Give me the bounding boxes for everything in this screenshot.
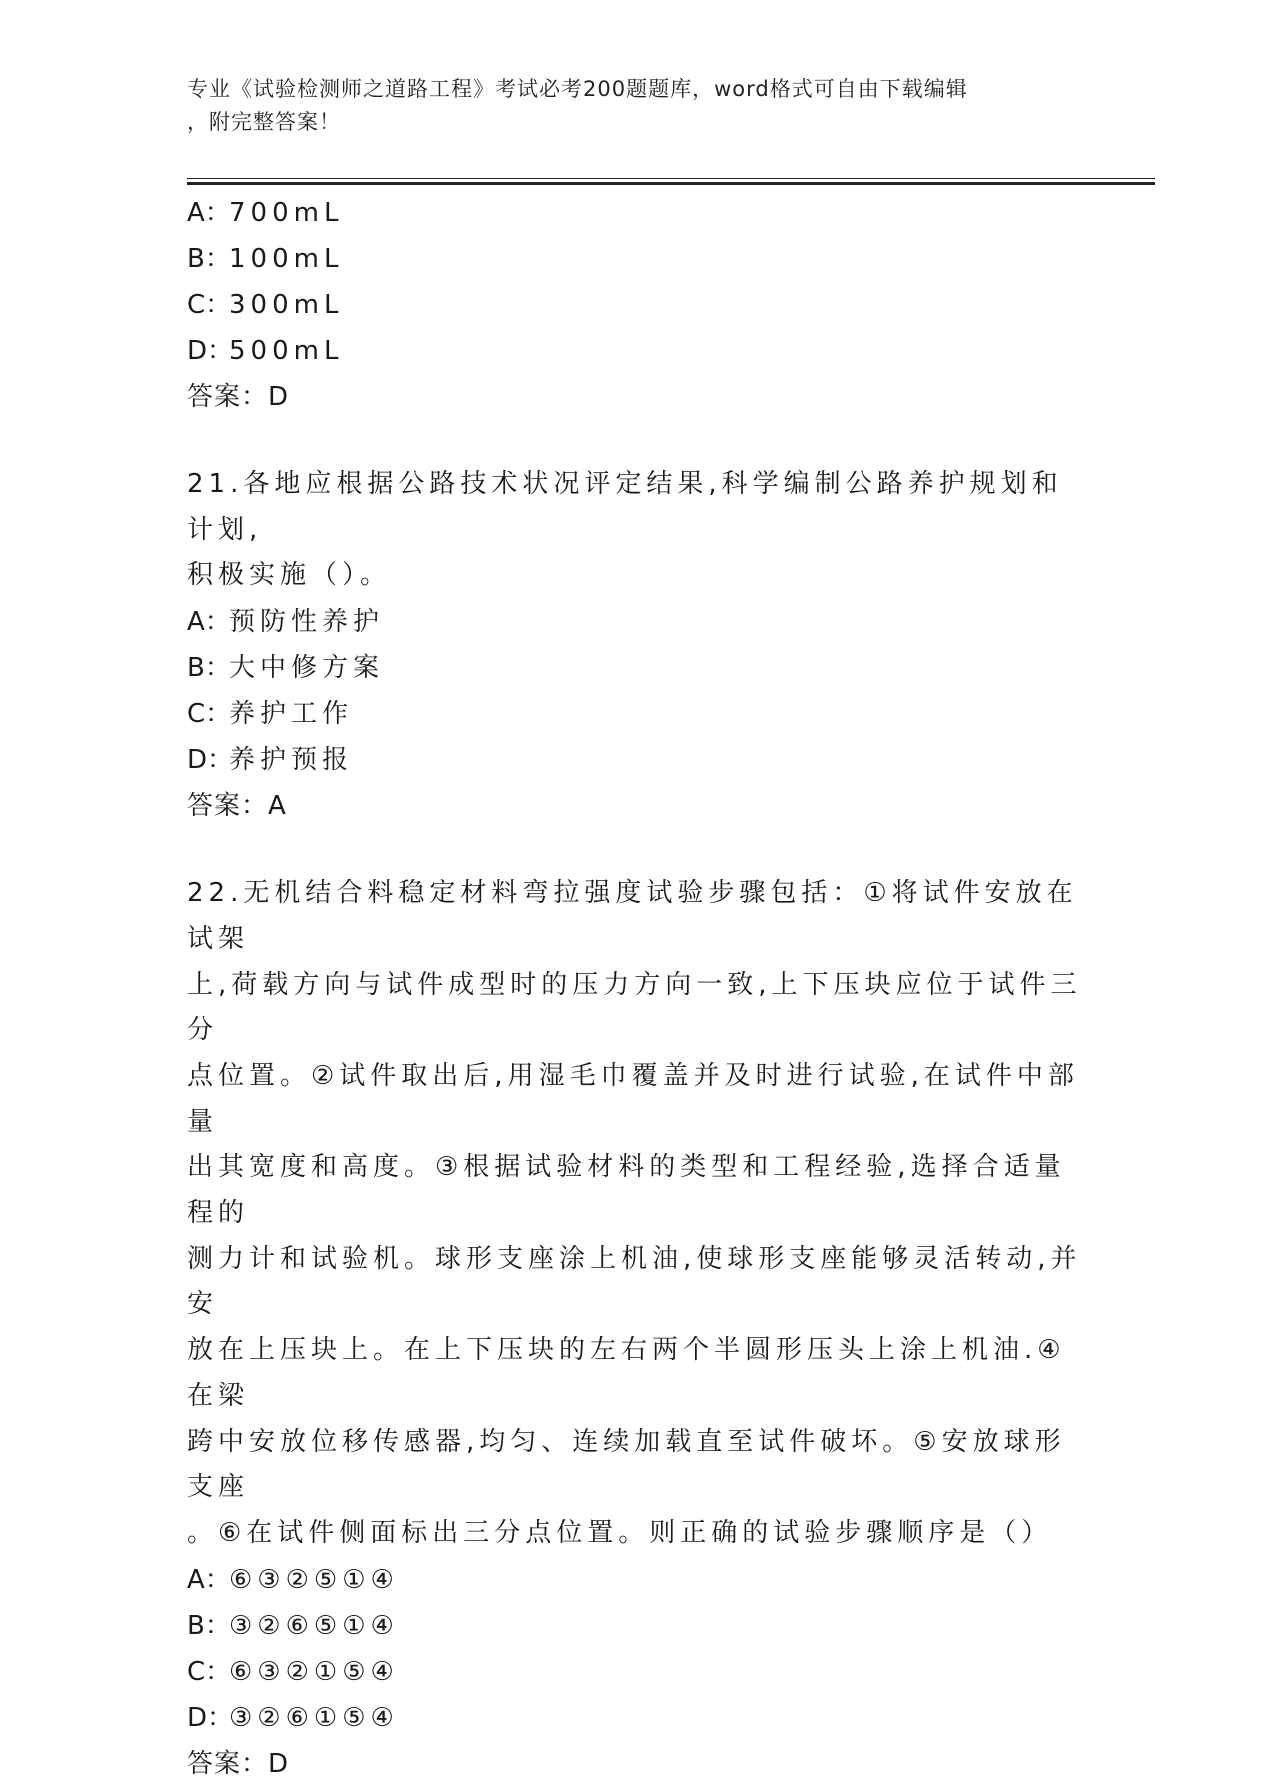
stem-line: 上,荷载方向与试件成型时的压力方向一致,上下压块应位于试件三分 <box>187 969 1082 1046</box>
option-text: 700mL <box>229 198 344 228</box>
option-label: C： <box>187 1656 232 1687</box>
stem-line: 点位置。②试件取出后,用湿毛巾覆盖并及时进行试验,在试件中部量 <box>187 1060 1079 1137</box>
option-label: B： <box>187 1610 231 1641</box>
question-stem <box>187 462 1087 599</box>
option-text: 300mL <box>229 290 344 320</box>
option-text: ⑥③②①⑤④ <box>229 1656 399 1687</box>
option-label: C： <box>187 290 232 320</box>
document-header <box>187 73 1087 139</box>
option-text: ③②⑥①⑤④ <box>229 1702 399 1733</box>
option-text: ③②⑥⑤①④ <box>229 1610 399 1641</box>
stem-line: 放在上压块上。在上下压块的左右两个半圆形压头上涂上机油.④在梁 <box>187 1335 1066 1411</box>
question-stem <box>187 871 1087 1557</box>
option-text: 养护工作 <box>229 699 354 730</box>
answer-line: 答案：D <box>187 1748 290 1779</box>
option-d <box>187 1695 1087 1741</box>
option-text: 100mL <box>229 244 344 274</box>
question-22 <box>187 871 1087 1787</box>
question-content <box>187 190 1087 1787</box>
question-21 <box>187 462 1087 829</box>
option-c <box>187 1649 1087 1695</box>
option-text: 500mL <box>229 336 344 366</box>
option-text: 养护预报 <box>229 745 354 776</box>
option-label: A： <box>187 607 231 638</box>
question-20 <box>187 190 1087 420</box>
option-b <box>187 236 1087 282</box>
option-text: 大中修方案 <box>229 653 385 684</box>
stem-line: 测力计和试验机。球形支座涂上机油,使球形支座能够灵活转动,并安 <box>187 1243 1082 1320</box>
option-label: B： <box>187 653 231 684</box>
stem-line: 出其宽度和高度。③根据试验材料的类型和工程经验,选择合适量程的 <box>187 1152 1066 1229</box>
stem-line: 21.各地应根据公路技术状况评定结果,科学编制公路养护规划和计划, <box>187 469 1063 545</box>
option-text: ⑥③②⑤①④ <box>229 1564 399 1595</box>
header-divider-thin <box>187 178 1155 179</box>
header-line-2: ，附完整答案！ <box>187 110 341 134</box>
stem-line: 。⑥在试件侧面标出三分点位置。则正确的试验步骤顺序是（） <box>187 1517 1053 1548</box>
option-label: B： <box>187 244 231 274</box>
option-label: C： <box>187 699 232 730</box>
option-label: A： <box>187 1564 231 1595</box>
option-label: D： <box>187 745 234 776</box>
option-a <box>187 190 1087 236</box>
option-d <box>187 737 1087 783</box>
option-c <box>187 691 1087 737</box>
option-label: D： <box>187 336 234 366</box>
option-b <box>187 1603 1087 1649</box>
stem-line: 跨中安放位移传感器,均匀、连续加载直至试件破坏。⑤安放球形支座 <box>187 1426 1066 1503</box>
header-divider-thick <box>187 182 1155 185</box>
option-a <box>187 1557 1087 1603</box>
option-d <box>187 328 1087 374</box>
stem-line: 22.无机结合料稳定材料弯拉强度试验步骤包括：①将试件安放在试架 <box>187 878 1078 954</box>
option-label: A： <box>187 198 231 228</box>
option-b <box>187 645 1087 691</box>
option-a <box>187 599 1087 645</box>
stem-line: 积极实施（）。 <box>187 560 392 591</box>
spacer <box>187 420 1087 462</box>
answer-line: 答案：D <box>187 382 290 412</box>
answer-line: 答案：A <box>187 791 287 822</box>
option-label: D： <box>187 1702 234 1733</box>
spacer <box>187 829 1087 871</box>
header-line-1: 专业《试验检测师之道路工程》考试必考200题题库，word格式可自由下载编辑 <box>187 77 968 101</box>
option-text: 预防性养护 <box>229 607 385 638</box>
option-c <box>187 282 1087 328</box>
